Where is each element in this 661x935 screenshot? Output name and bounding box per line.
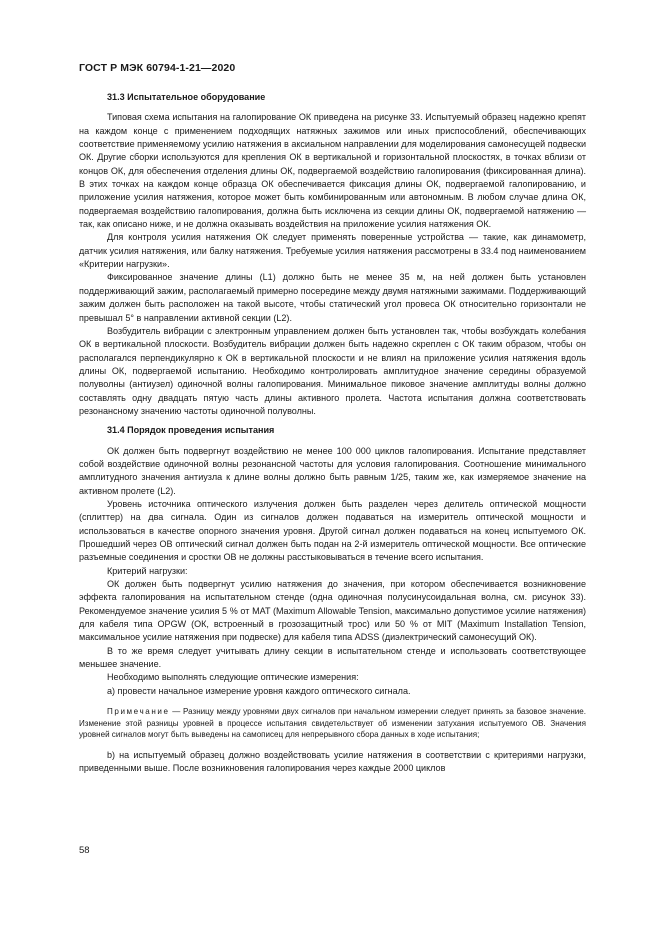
note-label: Примечание: [107, 707, 170, 717]
paragraph: Возбудитель вибрации с электронным управлением должен быть установлен так, чтобы возбуждать колебания ОК в вертикальной плоскости. Возбудитель вибрации должен быть надежно скреплен с ОК таким образом, чтобы он располагался перпендикулярно к ОК в вертикальной плоскости и не влиял на приложение усилия натяжения вдоль длины ОК, подвергаемой испытанию. Необходимо контролировать амплитудное значение середины образуемой полуволны (антиузел) одиночной волны галопирования. Минимальное пиковое значение амплитуды волны должно составлять одну двадцать пятую часть длины активного пролета. Частота испытания должна соответствовать резонансному значению частоты одиночной полуволны.: [79, 325, 586, 416]
paragraph: ОК должен быть подвергнут усилию натяжения до значения, при котором обеспечивается возникновение эффекта галопирования на испытательном стенде (одна одиночная полусинусоидальная волна, см. рисунок 33). Рекомендуемое значение усилия 5 % от MAT (Maximum Allowable Tension, максимально допустимое усилие натяжения) для кабеля типа OPGW (ОК, встроенный в грозозащитный трос) или 50 % от MIT (Maximum Installation Tension, максимальное усилие натяжения при подвеске) для кабеля типа ADSS (диэлектрический самонесущий ОК).: [79, 579, 586, 643]
paragraph: Типовая схема испытания на галопирование ОК приведена на рисунке 33. Испытуемый образец надежно крепят на каждом конце с применением подходящих натяжных зажимов или иных приспособлений, обеспечивающих соответствие применяемому усилию натяжения в аксиальном направлении для моделирования самонесущей подвески ОК. Другие сборки используются для крепления ОК в вертикальной и горизонтальной плоскостях, в точках вблизи от концов ОК, для обеспечения отделения длины ОК, подвергаемой воздействию галопирования (фиксированная длина). В этих точках на каждом конце образца ОК обеспечивается фиксация длины ОК, подвергаемой галопированию, и приложение усилия натяжения, которое может быть комбинированным или автономным. В любом случае длина ОК, подвергаемая воздействию галопирования, должна быть исключена из секции длины ОК, подвергаемой натяжению — так, как описано ниже, и не должна оказывать воздействия на приложение усилия натяжения ОК.: [79, 112, 587, 230]
paragraph: Критерий нагрузки:: [107, 565, 188, 576]
note-text: — Разницу между уровнями двух сигналов при начальном измерении следует принять за базовое значение. Изменение этой разницы уровней в процессе испытания свидетельствует об изменении затухания испытуемого ОВ. Значения уровней сигналов могут быть выведены на самописец для непрерывного сбора данных в ходе испытания;: [79, 707, 586, 740]
paragraph: Для контроля усилия натяжения ОК следует применять поверенные устройства — такие, как динамометр, датчик усилия натяжения, или балку натяжения. Требуемые усилия натяжения рассмотрены в 33.4 под наименованием «Критерии нагрузки».: [79, 232, 586, 270]
paragraph: В то же время следует учитывать длину секции в испытательном стенде и использовать соответствующее меньшее значение.: [79, 645, 586, 670]
list-item: a) провести начальное измерение уровня каждого оптического сигнала.: [107, 685, 411, 696]
paragraph: Необходимо выполнять следующие оптические измерения:: [107, 672, 359, 683]
section-heading-31-3: 31.3 Испытательное оборудование: [107, 92, 266, 102]
paragraph: Уровень источника оптического излучения должен быть разделен через делитель оптической мощности (сплиттер) на два сигнала. Один из сигналов должен подаваться на измеритель оптической мощности и использоваться в качестве опорного значения уровня. Другой сигнал должен подаваться на конец испытуемого ОК. Прошедший через ОВ оптический сигнал должен быть подан на 2-й измеритель оптической мощности. Все оптические разъемные соединения и сростки ОВ не должны расстыковываться в течение всего испытания.: [79, 498, 586, 563]
paragraph: Фиксированное значение длины (L1) должно быть не менее 35 м, на ней должен быть установлен поддерживающий зажим, располагаемый примерно посередине между двумя натяжными зажимами. Поддерживающий зажим должен быть расположен на такой высоте, чтобы статический угол провеса ОК относительно горизонтали не превышал 5° в направлении активной секции (L2).: [79, 272, 586, 323]
document-body: [79, 91, 586, 776]
page-number: 58: [79, 845, 90, 856]
list-item: b) на испытуемый образец должно воздействовать усилие натяжения в соответствии с критериями нагрузки, приведенными выше. После возникновения галопирования через каждые 2000 циклов: [79, 749, 586, 774]
document-header: ГОСТ Р МЭК 60794-1-21—2020: [79, 62, 236, 74]
section-heading-31-4: 31.4 Порядок проведения испытания: [107, 425, 275, 436]
note: [79, 706, 586, 741]
paragraph: ОК должен быть подвергнут воздействию не менее 100 000 циклов галопирования. Испытание представляет собой воздействие одиночной волны резонансной частоты для условия галопирования. Соотношение минимального амплитудного значения антиузла к длине волны должно быть равным 1/25, таким же, как измеряемое значение на активном пролете (L2).: [79, 445, 586, 496]
